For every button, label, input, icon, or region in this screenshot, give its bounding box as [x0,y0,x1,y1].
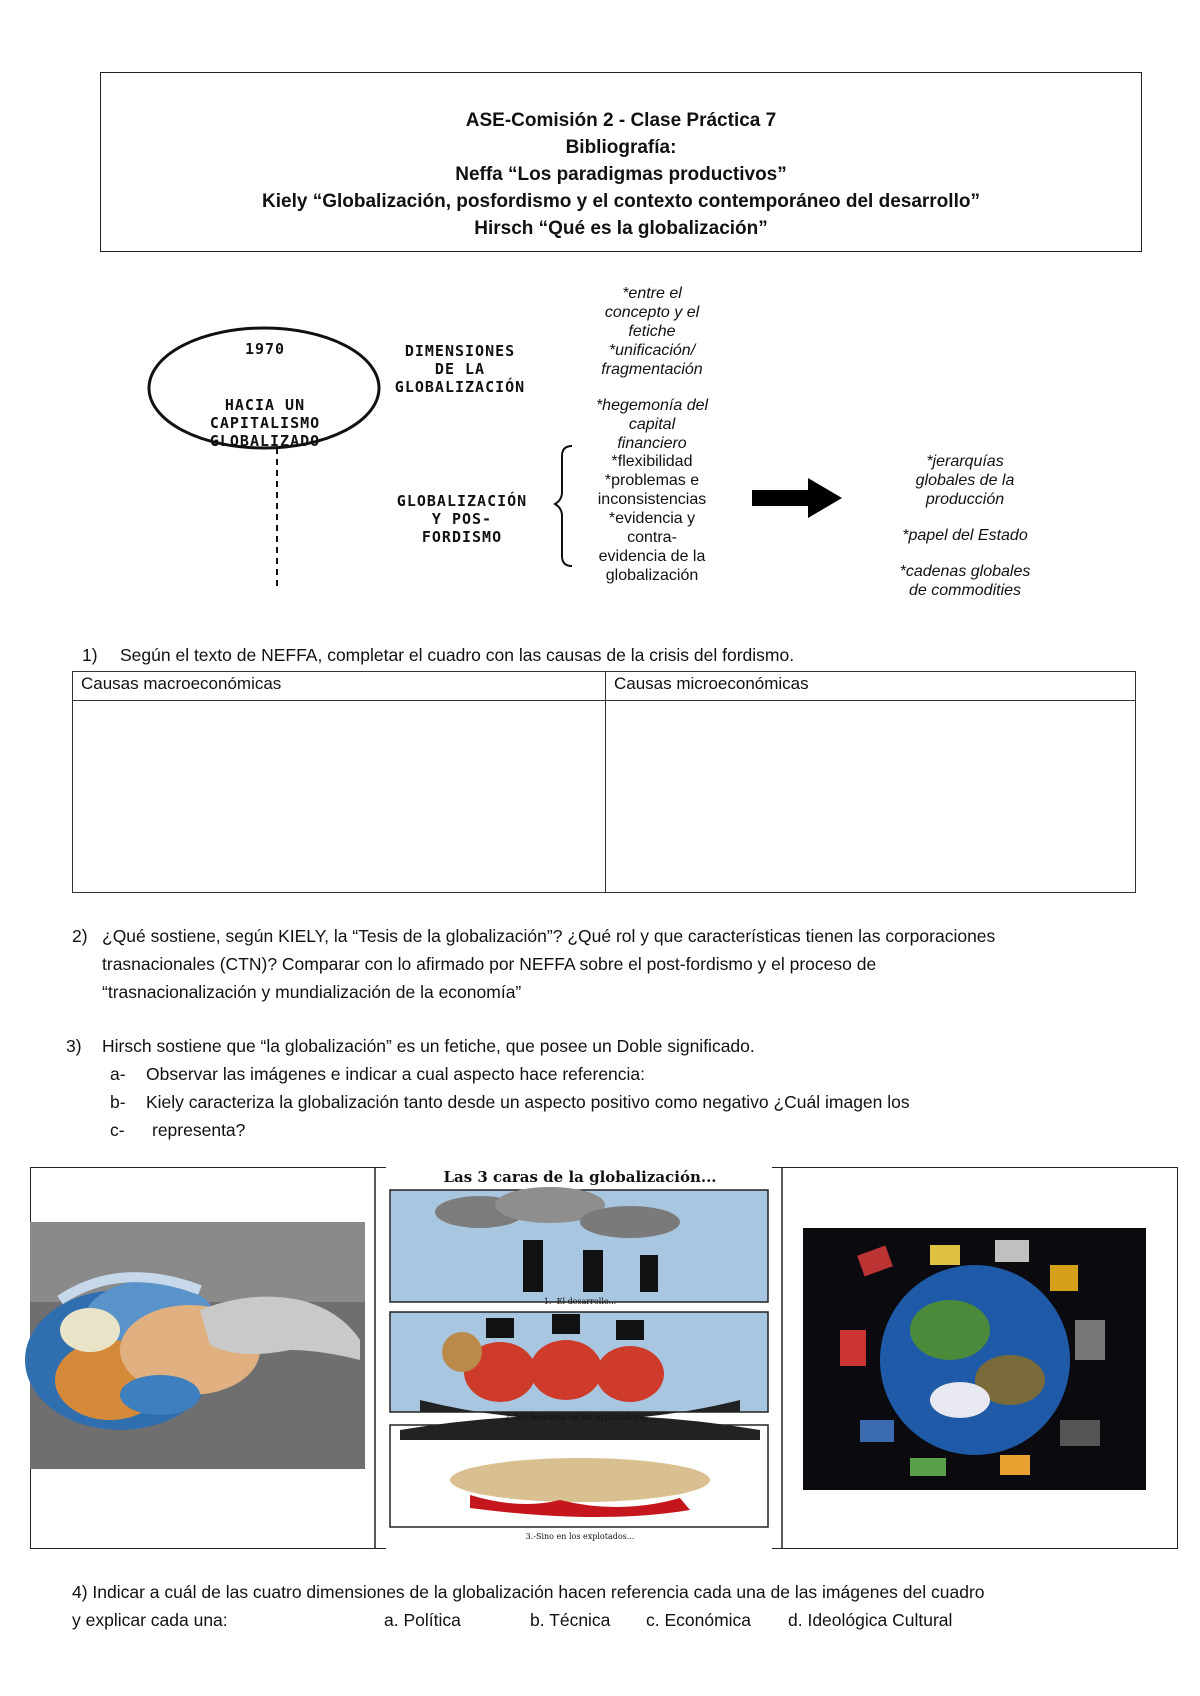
question-1-text: Según el texto de NEFFA, completar el cuadro con las causas de la crisis del fordismo. [120,645,795,665]
option-a: a. Política [384,1610,461,1630]
cartoon-caption-2: 2.-No descansa en los explotadores... [504,1413,656,1422]
dimensions-list-item: capital [628,416,676,433]
bibliography-hirsch: Hirsch “Qué es la globalización” [474,218,768,239]
oval-line: CAPITALISMO [209,414,321,432]
oval-year: 1970 [244,340,286,358]
dimensions-list-item: fragmentación [601,361,703,378]
dimensions-list-item: financiero [617,435,687,452]
option-c: c. Económica [646,1610,752,1630]
postfordism-list-item: contra- [627,529,677,546]
right-list-item: *jerarquías [926,453,1004,470]
question-3c-text: representa? [152,1120,246,1140]
postfordism-list-item: evidencia de la [598,548,706,565]
dimensions-list-item: *unificación/ [608,342,696,359]
question-3c-marker: c- [110,1120,125,1140]
option-d: d. Ideológica Cultural [788,1610,953,1630]
dimensions-title-line: DIMENSIONES [404,342,516,360]
cartoon-title: Las 3 caras de la globalización... [443,1168,717,1186]
question-3b-text: Kiely caracteriza la globalización tanto desde un aspecto positivo como negativo ¿Cuál imagen los [146,1092,910,1112]
cartoon-caption-3: 3.-Sino en los explotados... [525,1532,635,1541]
oval-line: HACIA UN [224,396,306,414]
question-1-number: 1) [82,645,98,665]
dimensions-list-item: *hegemonía del [595,397,709,414]
glob-title-line: Y POS- [431,510,493,528]
question-3b-marker: b- [110,1092,126,1112]
postfordism-list-item: inconsistencias [597,491,707,508]
right-list-item: de commodities [908,582,1022,599]
postfordism-list-item: globalización [605,567,699,584]
glob-title-line: FORDISMO [421,528,503,546]
question-3a-text: Observar las imágenes e indicar a cual aspecto hace referencia: [146,1064,646,1084]
globe-brands-image [803,1228,1146,1490]
question-4-text: 4) Indicar a cuál de las cuatro dimensiones de la globalización hacen referencia cada una de las imágenes del cuadro [72,1582,985,1602]
bibliography-label: Bibliografía: [565,137,677,158]
question-2-line: trasnacionales (CTN)? Comparar con lo afirmado por NEFFA sobre el post-fordismo y el proceso de [102,954,877,974]
oval-line: GLOBALIZADO [209,432,321,450]
question-2-line: ¿Qué sostiene, según KIELY, la “Tesis de la globalización”? ¿Qué rol y que características tienen las corporaciones [102,926,996,946]
question-4-prefix: y explicar cada una: [72,1610,228,1630]
column-header-macro: Causas macroeconómicas [73,672,606,701]
question-2-line: “trasnacionalización y mundialización de la economía” [102,982,522,1002]
three-faces-cartoon-image [386,1167,772,1549]
dimensions-title-line: GLOBALIZACIÓN [394,378,526,396]
bibliography-kiely: Kiely “Globalización, posfordismo y el contexto contemporáneo del desarrollo” [262,191,980,212]
right-list-item: *papel del Estado [902,527,1028,544]
dimensions-title-line: DE LA [434,360,486,378]
postfordism-list-item: *evidencia y [608,510,696,527]
column-header-micro: Causas microeconómicas [606,672,1136,701]
cartoon-caption-1: 1.- El desarrollo... [543,1297,617,1306]
right-list-item: globales de la [915,472,1015,489]
clasped-hands-globe-image [25,1222,365,1469]
dimensions-list-item: fetiche [628,323,676,340]
question-3a-marker: a- [110,1064,126,1084]
question-3-text: Hirsch sostiene que “la globalización” es un fetiche, que posee un Doble significado. [102,1036,755,1056]
bibliography-neffa: Neffa “Los paradigmas productivos” [455,164,787,185]
course-title: ASE-Comisión 2 - Clase Práctica 7 [465,110,777,131]
question-3-number: 3) [66,1036,82,1056]
option-b: b. Técnica [530,1610,611,1630]
question-2-number: 2) [72,926,88,946]
right-list-item: *cadenas globales [899,563,1031,580]
right-list-item: producción [925,491,1005,508]
dimensions-list-item: *entre el [622,285,682,302]
dimensions-list-item: concepto y el [604,304,700,321]
glob-title-line: GLOBALIZACIÓN [396,492,528,510]
postfordism-list-item: *problemas e [604,472,700,489]
postfordism-list-item: *flexibilidad [611,453,693,470]
